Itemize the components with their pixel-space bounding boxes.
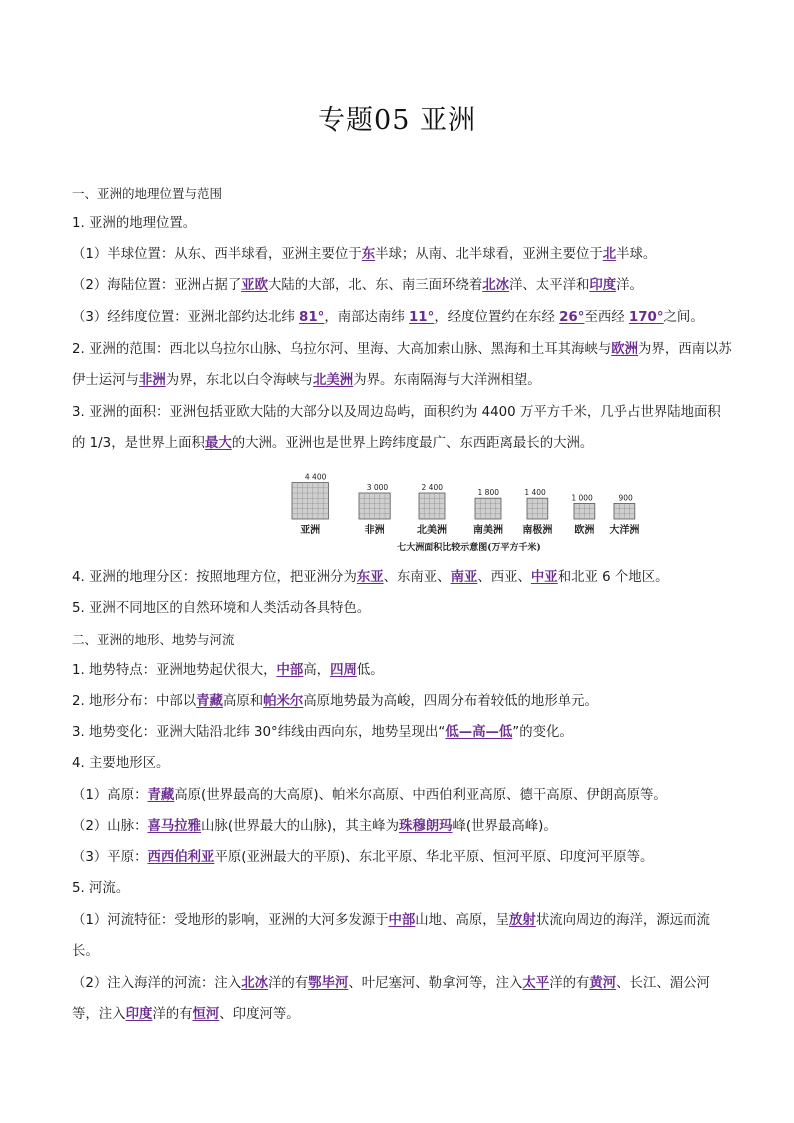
answer-keyword: 恒河 <box>192 1007 220 1022</box>
text-run: （1）高原： <box>72 788 148 803</box>
area-value-label: 2 400 <box>421 483 443 492</box>
paragraph-line <box>72 879 732 899</box>
answer-keyword: 鄂毕河 <box>308 976 349 991</box>
text-run: 和北亚 6 个地区。 <box>557 570 669 585</box>
text-run: 1. 地势特点：亚洲地势起伏很大， <box>72 663 277 678</box>
text-run: （3）平原： <box>72 850 148 865</box>
paragraph-line <box>72 308 732 328</box>
figure-caption: 七大洲面积比较示意图(万平方千米) <box>397 543 541 553</box>
text-run: （3）经纬度位置：亚洲北部约达北纬 <box>72 310 300 325</box>
text-run: 为界，西南以苏伊士运河与 <box>72 342 732 388</box>
text-run: 低。 <box>356 663 384 678</box>
text-run: 2. 亚洲的范围：西北以乌拉尔山脉、乌拉尔河、里海、大高加索山脉、黑海和土耳其海峡与 <box>72 342 612 357</box>
text-run: 状流向周边的海洋，源远而流长。 <box>72 913 710 959</box>
continent-name-label: 北美洲 <box>417 525 447 536</box>
paragraph-line <box>72 786 732 806</box>
answer-keyword: 帕米尔 <box>263 694 304 709</box>
answer-keyword: 四周 <box>330 663 357 678</box>
section-heading <box>72 630 732 650</box>
answer-keyword: 170° <box>628 310 664 325</box>
text-run: 5. 亚洲不同地区的自然环境和人类活动各具特色。 <box>72 601 371 616</box>
text-run: 为界。东南隔海与大洋洲相望。 <box>353 373 541 388</box>
area-value-label: 1 800 <box>477 488 499 498</box>
answer-keyword: 最大 <box>204 436 232 451</box>
text-run: 平原(亚洲最大的平原)、东北平原、华北平原、恒河平原、印度河平原等。 <box>214 850 654 865</box>
answer-keyword: 南亚 <box>450 570 478 585</box>
area-block <box>292 483 328 519</box>
paragraph-line <box>72 905 732 967</box>
area-value-label: 900 <box>618 493 633 503</box>
answer-keyword: 亚欧 <box>241 278 268 293</box>
paragraph-line <box>72 723 732 743</box>
text-run: ，南部达南纬 <box>324 310 409 325</box>
continent-block <box>359 483 390 536</box>
section-heading <box>72 184 732 204</box>
text-run: 洋、太平洋和 <box>509 278 590 293</box>
text-run: （2）海陆位置：亚洲占据了 <box>72 278 242 293</box>
paragraph-line <box>72 214 732 234</box>
area-block <box>419 493 445 519</box>
text-run: 、印度河等。 <box>219 1007 300 1022</box>
text-run: 4. 亚洲的地理分区：按照地理方位，把亚洲分为 <box>72 570 357 585</box>
answer-keyword: 太平 <box>522 976 550 991</box>
paragraph-line <box>72 397 732 459</box>
text-run: 为界，东北以白令海峡与 <box>165 373 314 388</box>
text-run: 、西亚、 <box>477 570 531 585</box>
area-value-label: 1 000 <box>571 493 593 503</box>
text-run: 的大洲。亚洲也是世界上跨纬度最广、东西距离最长的大洲。 <box>231 436 594 451</box>
answer-keyword: 喜马拉雅 <box>147 819 202 834</box>
page-title: 专题05 亚洲 <box>318 105 476 136</box>
text-run: 5. 河流。 <box>72 881 130 896</box>
text-run: 、叶尼塞河、勒拿河等，注入 <box>348 976 523 991</box>
text-run: 高原地势最为高峻，四周分布着较低的地形单元。 <box>303 694 598 709</box>
continent-block <box>417 483 447 536</box>
text-run: 高， <box>303 663 331 678</box>
paragraph-line <box>72 968 732 1030</box>
text-run: 洋的有 <box>549 976 590 991</box>
area-value-label: 4 400 <box>304 472 327 482</box>
area-value-label: 3 000 <box>366 483 389 492</box>
continent-block <box>473 488 503 536</box>
text-run: 一、亚洲的地理位置与范围 <box>72 186 223 201</box>
paragraph-line <box>72 692 732 712</box>
answer-keyword: 中部 <box>388 913 416 928</box>
paragraph-line <box>72 599 732 619</box>
answer-keyword: 26° <box>559 310 585 325</box>
text-run: （1）半球位置：从东、西半球看，亚洲主要位于 <box>72 247 362 262</box>
paragraph-line <box>72 848 732 868</box>
text-run: 高原(世界最高的大高原)、帕米尔高原、中西伯利亚高原、德干高原、伊朗高原等。 <box>174 788 667 803</box>
text-run: 洋的有 <box>268 976 309 991</box>
text-run: ”的变化。 <box>512 725 573 740</box>
continent-block <box>571 493 594 536</box>
answer-keyword: 青藏 <box>196 694 223 709</box>
answer-keyword: 珠穆朗玛 <box>398 819 453 834</box>
answer-keyword: 北冰 <box>241 976 268 991</box>
answer-keyword: 81° <box>299 310 325 325</box>
paragraph-line <box>72 754 732 774</box>
paragraph-line <box>72 334 732 396</box>
text-run: 二、亚洲的地形、地势与河流 <box>72 632 235 647</box>
text-run: 峰(世界最高峰)。 <box>452 819 557 834</box>
continent-block <box>609 493 639 536</box>
text-run: 、长江、湄公河等，注入 <box>72 976 710 1022</box>
area-value-label: 1 400 <box>524 488 546 498</box>
continent-name-label: 亚洲 <box>300 525 321 536</box>
text-run: 1. 亚洲的地理位置。 <box>72 216 197 231</box>
answer-keyword: 11° <box>408 310 435 325</box>
continent-area-figure <box>287 463 652 558</box>
text-run: 2. 地形分布：中部以 <box>72 694 197 709</box>
text-run: 半球。 <box>616 247 657 262</box>
text-run: 山地、高原，呈 <box>415 913 510 928</box>
continent-block <box>522 488 552 536</box>
text-run: （2）山脉： <box>72 819 148 834</box>
answer-keyword: 低—高—低 <box>445 725 513 740</box>
text-run: ，经度位置约在东经 <box>434 310 560 325</box>
answer-keyword: 非洲 <box>138 373 166 388</box>
answer-keyword: 青藏 <box>147 788 175 803</box>
answer-keyword: 放射 <box>509 913 536 928</box>
answer-keyword: 北冰 <box>482 278 510 293</box>
text-run: 山脉(世界最大的山脉)，其主峰为 <box>201 819 399 834</box>
answer-keyword: 北 <box>602 247 617 262</box>
continent-name-label: 欧洲 <box>574 525 595 536</box>
text-run: （2）注入海洋的河流：注入 <box>72 976 242 991</box>
continent-block <box>292 473 328 536</box>
answer-keyword: 印度 <box>125 1007 153 1022</box>
paragraph-line <box>72 661 732 681</box>
answer-keyword: 黄河 <box>589 976 617 991</box>
continent-name-label: 大洋洲 <box>609 525 640 536</box>
paragraph-line <box>72 276 732 296</box>
answer-keyword: 中部 <box>276 663 304 678</box>
text-run: 3. 地势变化：亚洲大陆沿北纬 30°纬线由西向东，地势呈现出“ <box>72 725 446 740</box>
answer-keyword: 西西伯利亚 <box>147 850 215 865</box>
text-run: 大陆的大部，北、东、南三面环绕着 <box>268 278 483 293</box>
answer-keyword: 东 <box>361 247 376 262</box>
answer-keyword: 中亚 <box>530 570 558 585</box>
paragraph-line <box>72 245 732 265</box>
paragraph-line <box>72 568 732 588</box>
text-run: 洋的有 <box>152 1007 193 1022</box>
answer-keyword: 东亚 <box>356 570 384 585</box>
answer-keyword: 印度 <box>589 278 617 293</box>
text-run: 4. 主要地形区。 <box>72 756 170 771</box>
text-run: 洋。 <box>616 278 643 293</box>
continent-name-label: 南极洲 <box>522 525 553 536</box>
text-run: 3. 亚洲的面积：亚洲包括亚欧大陆的大部分以及周边岛屿，面积约为 4400 万平方千米，几乎占世界陆地面积的 1/3，是世界上面积 <box>72 405 721 451</box>
text-run: （1）河流特征：受地形的影响，亚洲的大河多发源于 <box>72 913 389 928</box>
paragraph-line <box>72 817 732 837</box>
answer-keyword: 北美洲 <box>313 373 354 388</box>
answer-keyword: 欧洲 <box>611 342 639 357</box>
text-run: 、东南亚、 <box>383 570 451 585</box>
text-run: 半球；从南、北半球看，亚洲主要位于 <box>375 247 603 262</box>
continent-name-label: 非洲 <box>364 525 385 536</box>
text-run: 之间。 <box>663 310 704 325</box>
text-run: 至西经 <box>584 310 629 325</box>
continent-name-label: 南美洲 <box>473 525 503 536</box>
text-run: 高原和 <box>222 694 264 709</box>
